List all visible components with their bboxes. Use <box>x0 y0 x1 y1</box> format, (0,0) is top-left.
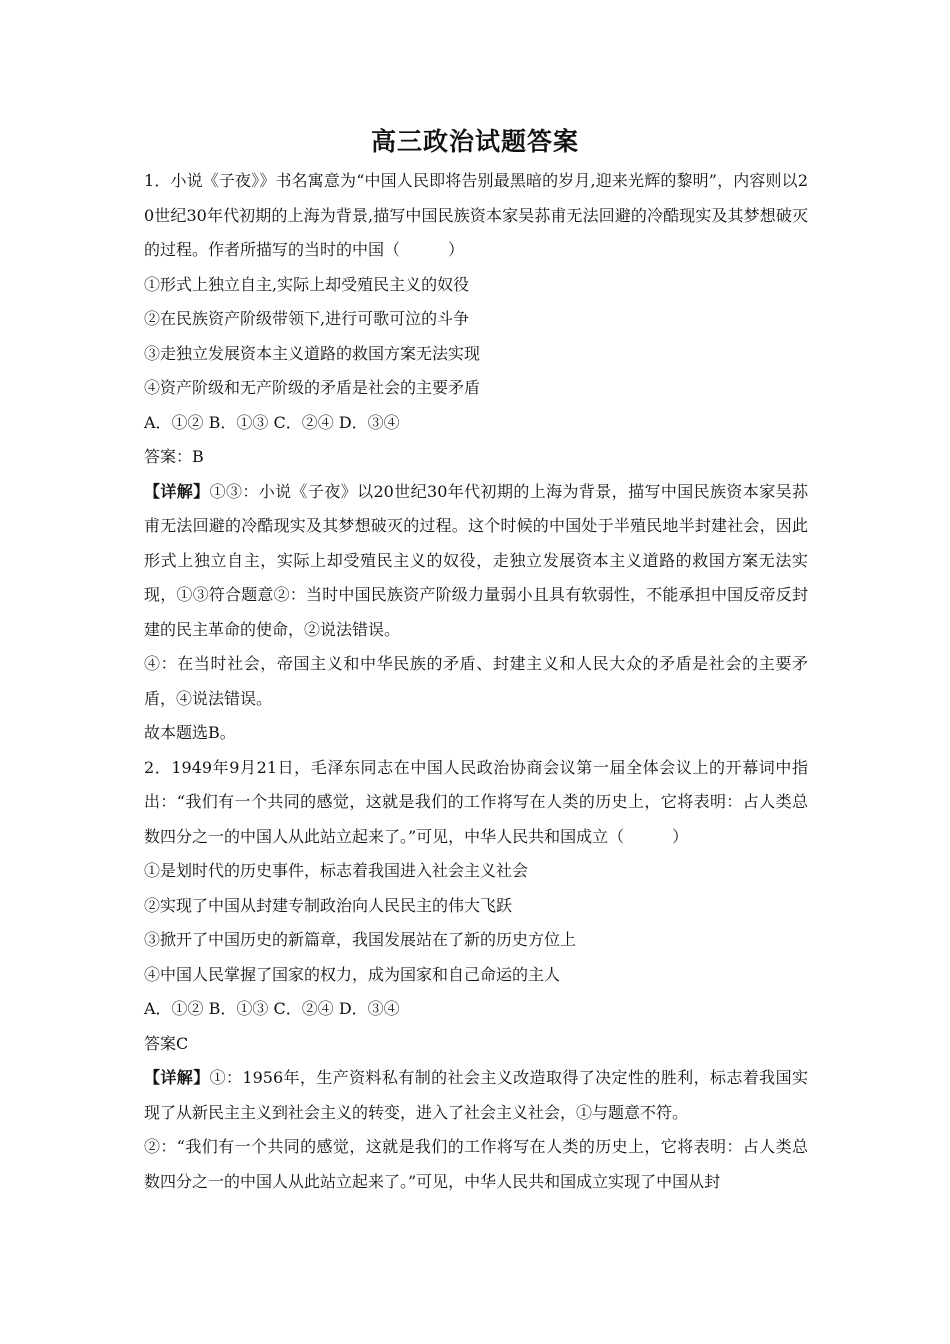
q1-option-2: ②在民族资产阶级带领下,进行可歌可泣的斗争 <box>144 309 470 328</box>
q1-stem: 1．小说《子夜》》书名寓意为“中国人民即将告别最黑暗的岁月,迎来光辉的黎明”，内容则以20世纪30年代初期的上海为背景,描写中国民族资本家吴荪甫无法回避的冷酷现实及其梦想破灭的过程。作者所描写的当时的中国（ ） <box>144 171 808 259</box>
q2-option-2: ②实现了中国从封建专制政治向人民民主的伟大飞跃 <box>144 895 513 915</box>
q2-detail-1 <box>144 1061 808 1130</box>
q1-option-1: ①形式上独立自主,实际上却受殖民主义的奴役 <box>144 274 470 294</box>
q2-answer: 答案C <box>144 1033 189 1053</box>
q1-detail-2: ④：在当时社会，帝国主义和中华民族的矛盾、封建主义和人民大众的矛盾是社会的主要矛盾，④说法错误。 <box>144 654 808 708</box>
q2-option-3: ③掀开了中国历史的新篇章，我国发展站在了新的历史方位上 <box>144 930 577 949</box>
q2-option-4: ④中国人民掌握了国家的权力，成为国家和自己命运的主人 <box>144 964 561 984</box>
q2-stem: 2．1949年9月21日，毛泽东同志在中国人民政治协商会议第一届全体会议上的开幕词中指出：“我们有一个共同的感觉，这就是我们的工作将写在人类的历史上，它将表明：占人类总数四分之一的中国人从此站立起来了。”可见，中华人民共和国成立（ ） <box>144 757 808 846</box>
q1-choices: A．①② B．①③ C．②④ D．③④ <box>144 412 400 432</box>
document-title: 高三政治试题答案 <box>370 127 579 156</box>
q2-detail-tag: 【详解】 <box>144 1068 210 1087</box>
q2-detail-1-text: ①：1956年，生产资料私有制的社会主义改造取得了决定性的胜利，标志着我国实现了从新民主主义到社会主义的转变，进入了社会主义社会，①与题意不符。 <box>144 1068 808 1122</box>
q1-detail-1 <box>144 475 808 648</box>
q1-option-3: ③走独立发展资本主义道路的救国方案无法实现 <box>144 343 481 363</box>
q1-detail-1-text: ①③：小说《子夜》以20世纪30年代初期的上海为背景，描写中国民族资本家吴荪甫无法回避的冷酷现实及其梦想破灭的过程。这个时候的中国处于半殖民地半封建社会，因此形式上独立自主，实际上却受殖民主义的奴役，走独立发展资本主义道路的救国方案无法实现，①③符合题意②：当时中国民族资产阶级力量弱小且具有软弱性，不能承担中国反帝反封建的民主革命的使命，②说法错误。 <box>144 481 808 639</box>
q1-detail-tag: 【详解】 <box>144 481 210 501</box>
q2-choices: A．①② B．①③ C．②④ D．③④ <box>144 999 400 1018</box>
q2-detail-2: ②：“我们有一个共同的感觉，这就是我们的工作将写在人类的历史上，它将表明：占人类总数四分之一的中国人从此站立起来了。”可见，中华人民共和国成立实现了中国从封 <box>144 1137 808 1191</box>
q1-answer: 答案：B <box>144 447 204 466</box>
q1-option-4: ④资产阶级和无产阶级的矛盾是社会的主要矛盾 <box>144 378 481 397</box>
q1-conclusion: 故本题选B。 <box>144 723 236 742</box>
document-body <box>144 164 808 1199</box>
q2-option-1: ①是划时代的历史事件，标志着我国进入社会主义社会 <box>144 861 529 880</box>
